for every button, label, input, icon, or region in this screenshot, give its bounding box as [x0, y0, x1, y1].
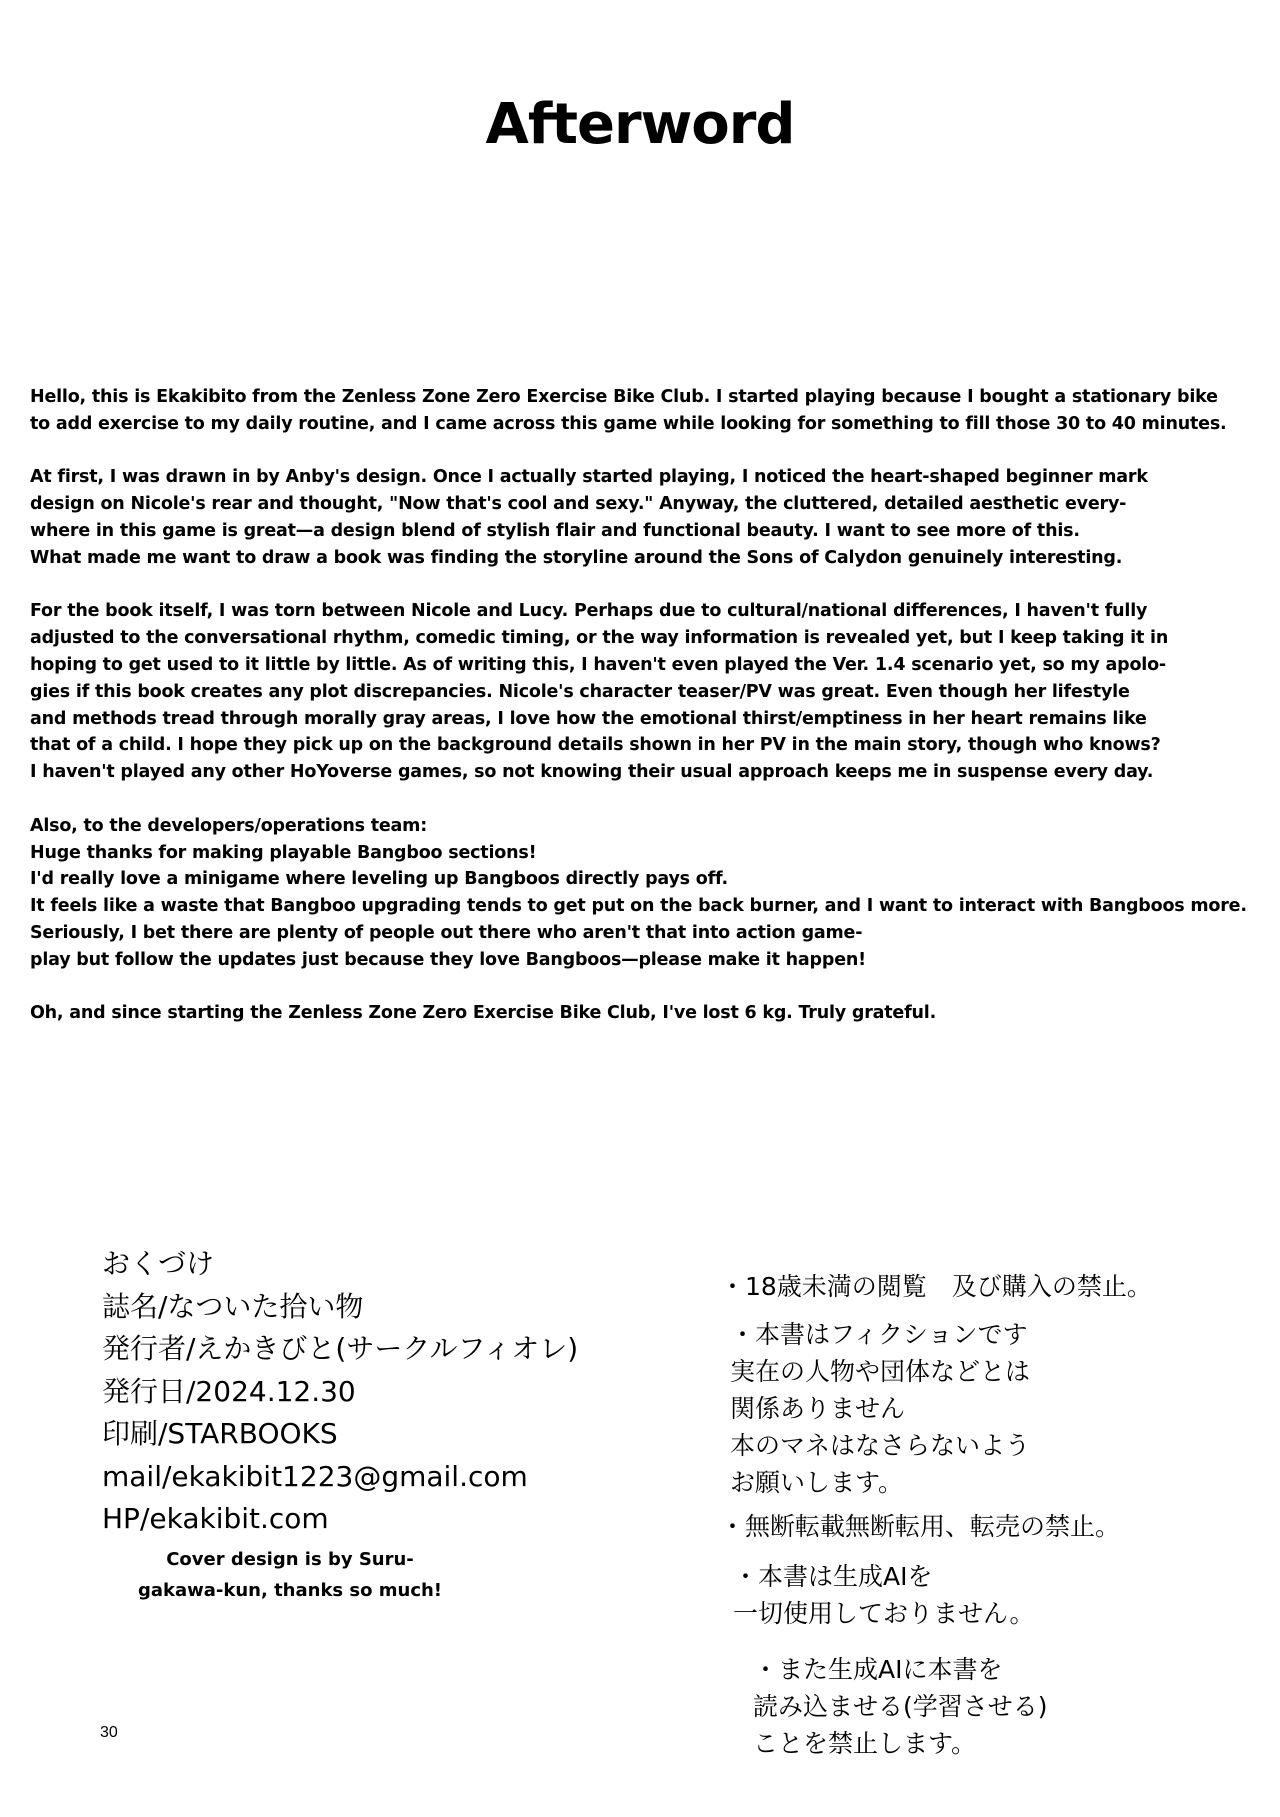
notice-line: ことを禁止します。: [753, 1729, 977, 1758]
notice-line: 関係ありません: [730, 1394, 906, 1423]
page-title: Afterword: [485, 92, 795, 157]
cover-credit-line: gakawa-kun, thanks so much!: [137, 1580, 443, 1601]
cover-credit-line: Cover design is by Suru-: [166, 1549, 414, 1570]
text-line: to add exercise to my daily routine, and I came across this game while looking for something to fill those 30 to 40 minutes.: [30, 413, 1227, 434]
colophon-heading: おくづけ: [102, 1247, 215, 1280]
text-line: I haven't played any other HoYoverse games, so not knowing their usual approach keeps me in suspense every day.: [30, 762, 1154, 783]
notice-no-ai-training: [753, 1651, 1048, 1762]
afterword-body: [30, 384, 1260, 1054]
text-line: Also, to the developers/operations team:: [30, 815, 428, 836]
notice-line: 本のマネはなさらないよう: [730, 1431, 1031, 1460]
notice-line: 読み込ませる(学習させる): [753, 1692, 1048, 1721]
colophon-publisher: 発行者/えかきびと(サークルフィオレ): [102, 1332, 579, 1365]
notice-line: ・本書はフィクションです: [730, 1320, 1028, 1349]
notice-fiction-disclaimer: [730, 1316, 1030, 1501]
notice-no-reproduction: [720, 1508, 1120, 1545]
notice-line: 一切使用しておりません。: [733, 1599, 1035, 1628]
page-number: 30: [100, 1724, 118, 1741]
afterword-paragraph: [30, 813, 1260, 974]
cover-credit: [115, 1544, 465, 1606]
notice-line: お願いします。: [730, 1468, 904, 1497]
notice-line: ・本書は生成AIを: [733, 1562, 933, 1591]
colophon-email: mail/ekakibit1223@gmail.com: [102, 1459, 528, 1493]
text-line: gies if this book creates any plot discrepancies. Nicole's character teaser/PV was great. Even though her lifestyle: [30, 681, 1130, 702]
colophon-title: 誌名/なついた拾い物: [102, 1289, 364, 1323]
colophon-printer: 印刷/STARBOOKS: [102, 1417, 338, 1450]
afterword-paragraph: [30, 598, 1260, 786]
text-line: design on Nicole's rear and thought, "Now that's cool and sexy." Anyway, the cluttered, detailed aesthetic every-: [30, 494, 1127, 515]
text-line: Oh, and since starting the Zenless Zone Zero Exercise Bike Club, I've lost 6 kg. Truly grateful.: [30, 1003, 937, 1024]
afterword-paragraph: [30, 384, 1260, 438]
text-line: At first, I was drawn in by Anby's design. Once I actually started playing, I noticed the heart-shaped beginner mark: [30, 467, 1148, 488]
text-line: that of a child. I hope they pick up on the background details shown in her PV in the main story, though who knows?: [30, 735, 1161, 756]
text-line: It feels like a waste that Bangboo upgrading tends to get put on the back burner, and I want to interact with Bangboos more.: [30, 896, 1247, 917]
notice-line: ・無断転載無断転用、転売の禁止。: [720, 1512, 1121, 1541]
text-line: What made me want to draw a book was finding the storyline around the Sons of Calydon genuinely interesting.: [30, 547, 1123, 568]
notice-no-generative-ai: [733, 1558, 1035, 1632]
notice-age-restriction: [720, 1268, 1152, 1305]
notice-line: ・18歳未満の閲覧 及び購入の禁止。: [720, 1272, 1152, 1301]
colophon-homepage: HP/ekakibit.com: [102, 1502, 329, 1535]
text-line: hoping to get used to it little by little. As of writing this, I haven't even played the Ver. 1.4 scenario yet, so my apolo-: [30, 654, 1166, 675]
afterword-paragraph: [30, 1000, 1260, 1027]
colophon: [102, 1243, 578, 1541]
text-line: adjusted to the conversational rhythm, comedic timing, or the way information is revealed yet, but I keep taking it in: [30, 628, 1169, 649]
notice-line: ・また生成AIに本書を: [753, 1655, 1003, 1684]
text-line: and methods tread through morally gray areas, I love how the emotional thirst/emptiness in her heart remains like: [30, 708, 1147, 729]
text-line: play but follow the updates just because they love Bangboos—please make it happen!: [30, 949, 866, 970]
text-line: where in this game is great—a design blend of stylish flair and functional beauty. I want to see more of this.: [30, 520, 1080, 541]
text-line: For the book itself, I was torn between Nicole and Lucy. Perhaps due to cultural/national differences, I haven't fully: [30, 601, 1148, 622]
notice-line: 実在の人物や団体などとは: [730, 1357, 1031, 1386]
text-line: I'd really love a minigame where leveling up Bangboos directly pays off.: [30, 869, 728, 890]
text-line: Huge thanks for making playable Bangboo sections!: [30, 842, 537, 863]
afterword-paragraph: [30, 464, 1260, 571]
text-line: Seriously, I bet there are plenty of people out there who aren't that into action game-: [30, 922, 863, 943]
colophon-date: 発行日/2024.12.30: [102, 1374, 356, 1408]
text-line: Hello, this is Ekakibito from the Zenless Zone Zero Exercise Bike Club. I started playing because I bought a stationary bike: [30, 387, 1218, 407]
